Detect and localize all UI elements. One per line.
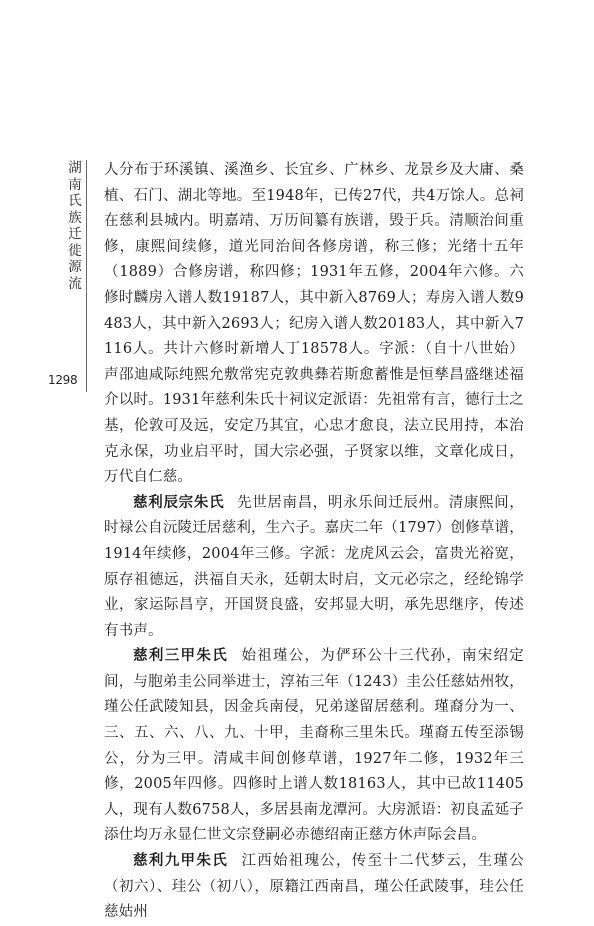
paragraph [104,491,524,645]
body-text [104,158,524,926]
paragraph-text: 始祖瑾公，为俨环公十三代孙，南宋绍定间，与胞弟圭公同举进士，淳祐三年（1243）圭公任慈姑州牧，瑾公任武陵知县，因金兵南侵，兄弟遂留居慈利。瑾裔分为一、三、五、六、八、九、十甲，圭裔称三里朱氏。瑾裔五传至添锡公，分为三甲。清咸丰间创修草谱，1927年二修，1932年三修，2005年四修。四修时上谱人数18163人，其中已故11405人，现有人数6758人，多居县南龙潭河。大房派语：初良孟延子添仕均万永显仁世文宗登嗣必赤德绍南正慈方休声际会昌。 [104,648,524,844]
paragraph [104,849,524,926]
paragraph [104,158,524,491]
clan-heading: 慈利辰宗朱氏 [133,494,232,511]
clan-heading: 慈利三甲朱氏 [133,648,236,665]
running-title: 湖南氏族迁徙源流 [68,160,82,292]
paragraph [104,644,524,849]
page-number: 1298 [48,373,78,387]
paragraph-text: 江西始祖瑰公，传至十二代梦云，生瑾公（初六）、珪公（初八），原籍江西南昌，瑾公任武陵事，珪公任慈姑州 [104,853,524,921]
paragraph-text: 人分布于环溪镇、溪渔乡、长宜乡、广林乡、龙景乡及大庸、桑植、石门、湖北等地。至1948年，已传27代，共4万馀人。总祠在慈利县城内。明嘉靖、万历间纂有族谱，毁于兵。清顺治间重修，康熙间续修，道光同治间各修房谱，称三修；光绪十五年（1889）合修房谱，称四修；1931年五修，2004年六修。六修时麟房入谱人数19187人，其中新入8769人；寿房入谱人数9483人，其中新入2693人；纪房入谱人数20183人，其中新入7116人。共计六修时新增人丁18578人。字派：（自十八世始）声邵迪咸际纯熙允敷常宪克敦典彝若斯愈蓄惟是恒孳昌盛继述福介以时。1931年慈利朱氏十祠议定派语：先祖常有言，德行士之基，伦敦可及远，安定乃其宜，心忠才愈良，法立民用持，本治克永保，功业启平时，国大宗必强，子贤家以维，文章化成日，万代自仁慈。 [104,162,524,486]
clan-heading: 慈利九甲朱氏 [133,853,236,870]
margin-rule [86,160,87,392]
paragraph-text: 先世居南昌，明永乐间迁辰州。清康熙间，时禄公自沅陵迁居慈利，生六子。嘉庆二年（1797）创修草谱，1914年续修，2004年三修。字派：龙虎风云会，富贵光裕宽，原存祖德远，洪福自天永，廷朝太时启，文元必宗之，经纶锦学业，家运际昌亨，开国贤良盛，安邦显大明，承先思继序，传述有书声。 [104,494,524,639]
